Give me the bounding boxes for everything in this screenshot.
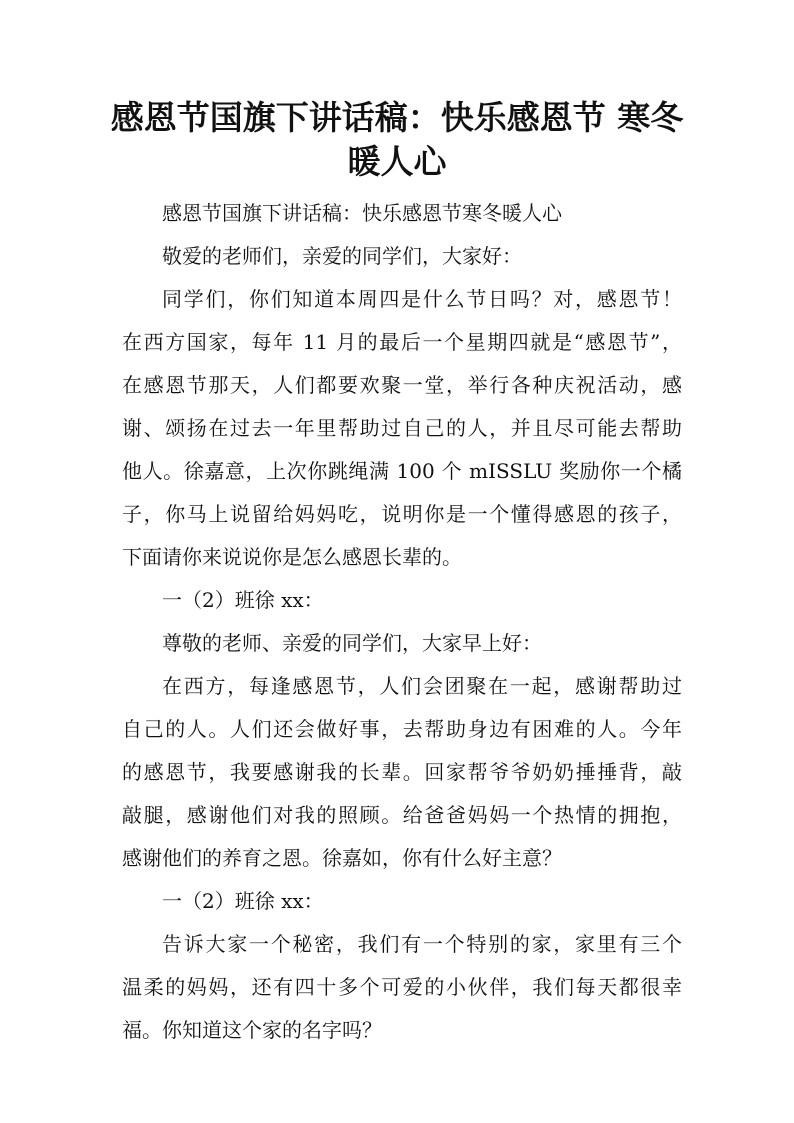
text-line: 敲腿，感谢他们对我的照顾。给爸爸妈妈一个热情的拥抱， (122, 803, 682, 827)
text-line: 福。你知道这个家的名字吗？ (122, 1018, 382, 1042)
text-line: 在感恩节那天，人们都要欢聚一堂，举行各种庆祝活动，感 (122, 373, 682, 397)
text-line: 感恩节国旗下讲话稿：快乐感恩节寒冬暖人心 (162, 201, 562, 225)
speaker-label: 一（2）班徐 xx： (162, 588, 324, 612)
text-line: 在西方国家，每年 11 月的最后一个星期四就是“感恩节”， (122, 330, 682, 354)
text-line: 谢、颂扬在过去一年里帮助过自己的人，并且尽可能去帮助 (122, 416, 682, 440)
text-line: 温柔的妈妈，还有四十多个可爱的小伙伴，我们每天都很幸 (122, 975, 682, 999)
text-line: 同学们，你们知道本周四是什么节日吗？对，感恩节！ (162, 287, 682, 311)
text-line: 的感恩节，我要感谢我的长辈。回家帮爷爷奶奶捶捶背，敲 (122, 760, 682, 784)
text-line: 下面请你来说说你是怎么感恩长辈的。 (122, 545, 462, 569)
text-line: 敬爱的老师们，亲爱的同学们，大家好： (162, 244, 522, 268)
text-line: 他人。徐嘉意，上次你跳绳满 100 个 mISSLU 奖励你一个橘 (122, 459, 682, 483)
text-line: 在西方，每逢感恩节，人们会团聚在一起，感谢帮助过 (162, 674, 682, 698)
text-line: 尊敬的老师、亲爱的同学们，大家早上好： (162, 631, 542, 655)
text-line: 自己的人。人们还会做好事，去帮助身边有困难的人。今年 (122, 717, 682, 741)
document-title: 感恩节国旗下讲话稿：快乐感恩节 寒冬暖人心 (110, 98, 684, 181)
text-line: 告诉大家一个秘密，我们有一个特别的家，家里有三个 (162, 932, 682, 956)
speaker-label: 一（2）班徐 xx： (162, 889, 324, 913)
text-line: 子，你马上说留给妈妈吃，说明你是一个懂得感恩的孩子， (122, 502, 682, 526)
text-line: 感谢他们的养育之恩。徐嘉如，你有什么好主意？ (122, 846, 562, 870)
